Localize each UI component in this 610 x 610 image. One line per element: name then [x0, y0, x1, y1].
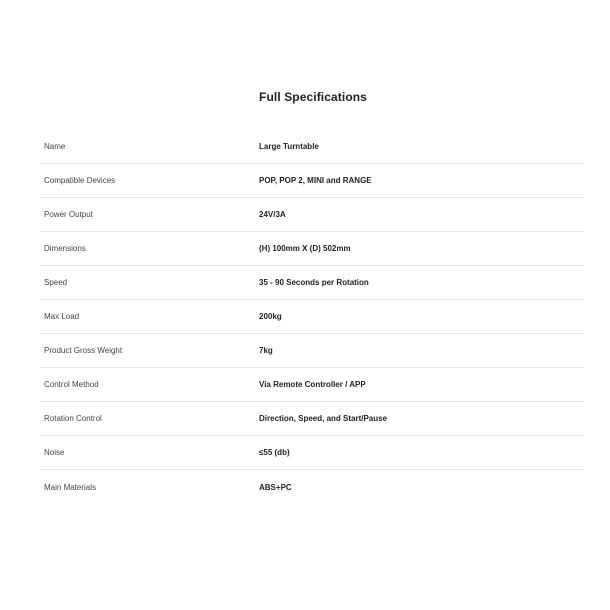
- spec-row-rotation-control: [40, 402, 584, 436]
- spec-label: Speed: [44, 278, 68, 287]
- spec-label: Name: [44, 142, 66, 151]
- spec-label: Noise: [44, 448, 65, 457]
- spec-value: Via Remote Controller / APP: [259, 380, 366, 389]
- spec-label: Rotation Control: [44, 414, 102, 423]
- spec-row-product-gross-weight: [40, 334, 584, 368]
- spec-value: ABS+PC: [259, 482, 292, 492]
- spec-value: 200kg: [259, 312, 282, 321]
- page-title: Full Specifications: [259, 90, 367, 104]
- spec-value: Direction, Speed, and Start/Pause: [259, 414, 388, 423]
- spec-value: 7kg: [259, 346, 273, 355]
- spec-row-noise: [40, 436, 584, 470]
- spec-row-control-method: [40, 368, 584, 402]
- spec-row-speed: [40, 266, 584, 300]
- spec-row-compatible-devices: [40, 164, 584, 198]
- spec-label: Product Gross Weight: [44, 346, 123, 355]
- spec-value: 35 - 90 Seconds per Rotation: [259, 278, 369, 287]
- spec-value: ≤55 (db): [259, 448, 290, 457]
- specifications-table: [40, 130, 584, 504]
- spec-row-main-materials: [40, 470, 584, 504]
- spec-label: Power Output: [44, 210, 93, 219]
- spec-value: Large Turntable: [259, 142, 319, 151]
- spec-label: Max Load: [44, 312, 80, 321]
- spec-row-power-output: [40, 198, 584, 232]
- spec-value: POP, POP 2, MINI and RANGE: [259, 176, 372, 185]
- spec-value: 24V/3A: [259, 210, 286, 219]
- spec-label: Control Method: [44, 380, 99, 389]
- spec-label: Compatible Devices: [44, 176, 116, 185]
- spec-row-dimensions: [40, 232, 584, 266]
- spec-label: Dimensions: [44, 244, 86, 253]
- spec-label: Main Materials: [44, 482, 97, 492]
- spec-row-name: [40, 130, 584, 164]
- spec-row-max-load: [40, 300, 584, 334]
- spec-value: (H) 100mm X (D) 502mm: [259, 244, 351, 253]
